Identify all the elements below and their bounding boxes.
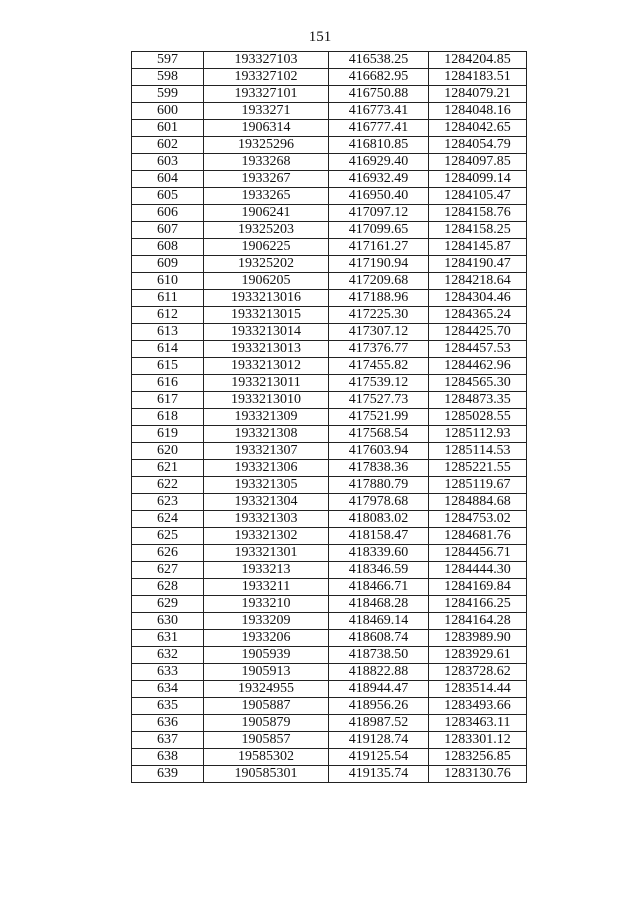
table-row [132,358,527,375]
y-coordinate-cell: 1285028.55 [429,409,527,426]
x-coordinate-cell: 419128.74 [329,732,429,749]
table-row [132,681,527,698]
table-row [132,205,527,222]
code-cell: 1906314 [204,120,329,137]
table-row [132,732,527,749]
table-row [132,324,527,341]
code-cell: 1906241 [204,205,329,222]
row-index-cell: 619 [132,426,204,443]
code-cell: 193321309 [204,409,329,426]
code-cell: 1933206 [204,630,329,647]
x-coordinate-cell: 417603.94 [329,443,429,460]
y-coordinate-cell: 1284158.76 [429,205,527,222]
x-coordinate-cell: 418158.47 [329,528,429,545]
row-index-cell: 607 [132,222,204,239]
code-cell: 193327102 [204,69,329,86]
code-cell: 193327101 [204,86,329,103]
y-coordinate-cell: 1283929.61 [429,647,527,664]
y-coordinate-cell: 1284079.21 [429,86,527,103]
x-coordinate-cell: 417161.27 [329,239,429,256]
table-row [132,273,527,290]
table-row [132,375,527,392]
row-index-cell: 637 [132,732,204,749]
row-index-cell: 621 [132,460,204,477]
y-coordinate-cell: 1283463.11 [429,715,527,732]
row-index-cell: 611 [132,290,204,307]
code-cell: 1933213012 [204,358,329,375]
y-coordinate-cell: 1284164.28 [429,613,527,630]
y-coordinate-cell: 1284425.70 [429,324,527,341]
y-coordinate-cell: 1284042.65 [429,120,527,137]
y-coordinate-cell: 1284169.84 [429,579,527,596]
x-coordinate-cell: 418987.52 [329,715,429,732]
row-index-cell: 609 [132,256,204,273]
x-coordinate-cell: 416777.41 [329,120,429,137]
table-row [132,596,527,613]
x-coordinate-cell: 418466.71 [329,579,429,596]
x-coordinate-cell: 416682.95 [329,69,429,86]
y-coordinate-cell: 1284873.35 [429,392,527,409]
table-row [132,613,527,630]
y-coordinate-cell: 1284884.68 [429,494,527,511]
row-index-cell: 613 [132,324,204,341]
code-cell: 1906205 [204,273,329,290]
code-cell: 1933213014 [204,324,329,341]
row-index-cell: 612 [132,307,204,324]
x-coordinate-cell: 416932.49 [329,171,429,188]
table-row [132,188,527,205]
y-coordinate-cell: 1284456.71 [429,545,527,562]
code-cell: 19325202 [204,256,329,273]
row-index-cell: 632 [132,647,204,664]
table-row [132,545,527,562]
code-cell: 19325296 [204,137,329,154]
x-coordinate-cell: 417527.73 [329,392,429,409]
y-coordinate-cell: 1284462.96 [429,358,527,375]
code-cell: 1933267 [204,171,329,188]
x-coordinate-cell: 417188.96 [329,290,429,307]
row-index-cell: 616 [132,375,204,392]
y-coordinate-cell: 1285112.93 [429,426,527,443]
row-index-cell: 602 [132,137,204,154]
row-index-cell: 622 [132,477,204,494]
x-coordinate-cell: 417568.54 [329,426,429,443]
y-coordinate-cell: 1284054.79 [429,137,527,154]
y-coordinate-cell: 1283256.85 [429,749,527,766]
row-index-cell: 625 [132,528,204,545]
row-index-cell: 605 [132,188,204,205]
code-cell: 193321306 [204,460,329,477]
table-row [132,86,527,103]
y-coordinate-cell: 1285119.67 [429,477,527,494]
code-cell: 19324955 [204,681,329,698]
table-row [132,443,527,460]
y-coordinate-cell: 1284105.47 [429,188,527,205]
row-index-cell: 614 [132,341,204,358]
y-coordinate-cell: 1283130.76 [429,766,527,783]
table-row [132,239,527,256]
table-row [132,222,527,239]
table-row [132,630,527,647]
y-coordinate-cell: 1284565.30 [429,375,527,392]
code-cell: 1933265 [204,188,329,205]
x-coordinate-cell: 416750.88 [329,86,429,103]
x-coordinate-cell: 418738.50 [329,647,429,664]
row-index-cell: 617 [132,392,204,409]
y-coordinate-cell: 1283514.44 [429,681,527,698]
x-coordinate-cell: 417099.65 [329,222,429,239]
x-coordinate-cell: 417209.68 [329,273,429,290]
code-cell: 193321307 [204,443,329,460]
code-cell: 1905879 [204,715,329,732]
table-row [132,698,527,715]
table-row [132,52,527,69]
x-coordinate-cell: 417978.68 [329,494,429,511]
y-coordinate-cell: 1283301.12 [429,732,527,749]
row-index-cell: 601 [132,120,204,137]
code-cell: 1906225 [204,239,329,256]
table-row [132,120,527,137]
row-index-cell: 603 [132,154,204,171]
x-coordinate-cell: 417190.94 [329,256,429,273]
code-cell: 1933211 [204,579,329,596]
row-index-cell: 604 [132,171,204,188]
table-row [132,647,527,664]
code-cell: 193321303 [204,511,329,528]
table-body [132,52,527,783]
x-coordinate-cell: 418956.26 [329,698,429,715]
x-coordinate-cell: 418608.74 [329,630,429,647]
y-coordinate-cell: 1284444.30 [429,562,527,579]
row-index-cell: 633 [132,664,204,681]
x-coordinate-cell: 417097.12 [329,205,429,222]
row-index-cell: 618 [132,409,204,426]
x-coordinate-cell: 418339.60 [329,545,429,562]
row-index-cell: 630 [132,613,204,630]
y-coordinate-cell: 1283989.90 [429,630,527,647]
y-coordinate-cell: 1284166.25 [429,596,527,613]
table-row [132,137,527,154]
x-coordinate-cell: 417521.99 [329,409,429,426]
row-index-cell: 597 [132,52,204,69]
table-row [132,579,527,596]
x-coordinate-cell: 418944.47 [329,681,429,698]
x-coordinate-cell: 417307.12 [329,324,429,341]
row-index-cell: 610 [132,273,204,290]
y-coordinate-cell: 1285221.55 [429,460,527,477]
code-cell: 19585302 [204,749,329,766]
table-row [132,477,527,494]
table-row [132,256,527,273]
table-row [132,392,527,409]
row-index-cell: 606 [132,205,204,222]
table-row [132,766,527,783]
code-cell: 193321304 [204,494,329,511]
table-row [132,103,527,120]
x-coordinate-cell: 419125.54 [329,749,429,766]
page-number: 151 [308,29,332,45]
y-coordinate-cell: 1284204.85 [429,52,527,69]
x-coordinate-cell: 418346.59 [329,562,429,579]
y-coordinate-cell: 1284218.64 [429,273,527,290]
row-index-cell: 627 [132,562,204,579]
x-coordinate-cell: 417455.82 [329,358,429,375]
row-index-cell: 629 [132,596,204,613]
table-row [132,307,527,324]
code-cell: 190585301 [204,766,329,783]
code-cell: 193321302 [204,528,329,545]
row-index-cell: 628 [132,579,204,596]
code-cell: 1933213010 [204,392,329,409]
x-coordinate-cell: 416538.25 [329,52,429,69]
row-index-cell: 626 [132,545,204,562]
y-coordinate-cell: 1284183.51 [429,69,527,86]
code-cell: 1905887 [204,698,329,715]
code-cell: 1933213015 [204,307,329,324]
row-index-cell: 635 [132,698,204,715]
x-coordinate-cell: 416929.40 [329,154,429,171]
y-coordinate-cell: 1283728.62 [429,664,527,681]
y-coordinate-cell: 1284304.46 [429,290,527,307]
x-coordinate-cell: 416773.41 [329,103,429,120]
code-cell: 1905857 [204,732,329,749]
row-index-cell: 623 [132,494,204,511]
y-coordinate-cell: 1284145.87 [429,239,527,256]
code-cell: 1905913 [204,664,329,681]
code-cell: 1933271 [204,103,329,120]
row-index-cell: 631 [132,630,204,647]
row-index-cell: 638 [132,749,204,766]
code-cell: 1933213013 [204,341,329,358]
table-row [132,171,527,188]
x-coordinate-cell: 417838.36 [329,460,429,477]
row-index-cell: 600 [132,103,204,120]
table-row [132,154,527,171]
x-coordinate-cell: 418822.88 [329,664,429,681]
code-cell: 1933209 [204,613,329,630]
x-coordinate-cell: 418083.02 [329,511,429,528]
y-coordinate-cell: 1284099.14 [429,171,527,188]
row-index-cell: 599 [132,86,204,103]
code-cell: 1933213016 [204,290,329,307]
x-coordinate-cell: 417880.79 [329,477,429,494]
row-index-cell: 598 [132,69,204,86]
table-row [132,460,527,477]
table-row [132,290,527,307]
table-row [132,341,527,358]
code-cell: 1933268 [204,154,329,171]
table-row [132,511,527,528]
y-coordinate-cell: 1284365.24 [429,307,527,324]
table-row [132,409,527,426]
table-row [132,749,527,766]
x-coordinate-cell: 417539.12 [329,375,429,392]
row-index-cell: 608 [132,239,204,256]
x-coordinate-cell: 418468.28 [329,596,429,613]
x-coordinate-cell: 418469.14 [329,613,429,630]
code-cell: 1905939 [204,647,329,664]
x-coordinate-cell: 417376.77 [329,341,429,358]
table-row [132,69,527,86]
row-index-cell: 615 [132,358,204,375]
table-row [132,528,527,545]
code-cell: 193321308 [204,426,329,443]
table-row [132,715,527,732]
x-coordinate-cell: 416950.40 [329,188,429,205]
code-cell: 1933210 [204,596,329,613]
row-index-cell: 636 [132,715,204,732]
table-row [132,494,527,511]
row-index-cell: 634 [132,681,204,698]
y-coordinate-cell: 1284753.02 [429,511,527,528]
x-coordinate-cell: 419135.74 [329,766,429,783]
row-index-cell: 620 [132,443,204,460]
y-coordinate-cell: 1284681.76 [429,528,527,545]
y-coordinate-cell: 1284457.53 [429,341,527,358]
coordinates-table [131,51,527,783]
code-cell: 193327103 [204,52,329,69]
x-coordinate-cell: 417225.30 [329,307,429,324]
table-row [132,664,527,681]
y-coordinate-cell: 1284097.85 [429,154,527,171]
code-cell: 193321305 [204,477,329,494]
y-coordinate-cell: 1284158.25 [429,222,527,239]
y-coordinate-cell: 1283493.66 [429,698,527,715]
table-row [132,426,527,443]
y-coordinate-cell: 1285114.53 [429,443,527,460]
table-row [132,562,527,579]
code-cell: 1933213011 [204,375,329,392]
code-cell: 193321301 [204,545,329,562]
row-index-cell: 639 [132,766,204,783]
code-cell: 1933213 [204,562,329,579]
row-index-cell: 624 [132,511,204,528]
y-coordinate-cell: 1284190.47 [429,256,527,273]
code-cell: 19325203 [204,222,329,239]
x-coordinate-cell: 416810.85 [329,137,429,154]
y-coordinate-cell: 1284048.16 [429,103,527,120]
